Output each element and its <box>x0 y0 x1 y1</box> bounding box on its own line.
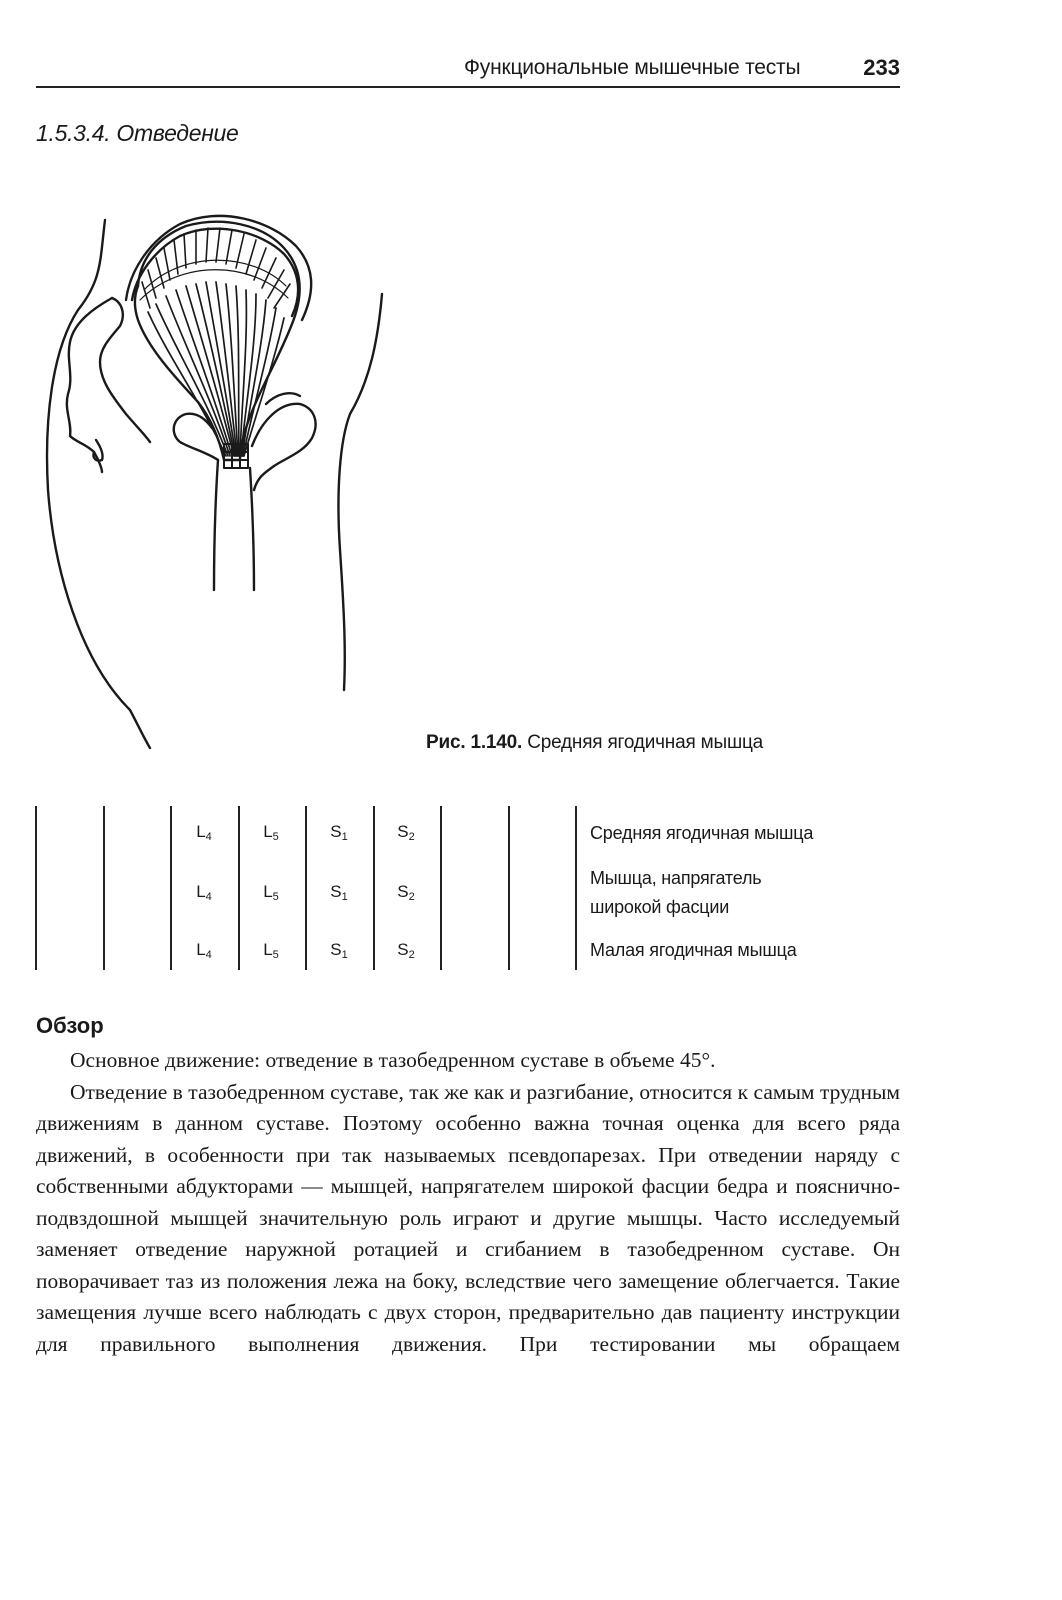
muscle-name: Средняя ягодичная мышца <box>590 823 814 843</box>
segment-cell: S1 <box>330 940 348 961</box>
segment-cell: S1 <box>330 822 348 843</box>
table-rule <box>305 806 307 970</box>
muscle-name: Мышца, напрягатель широкой фасции <box>590 868 762 917</box>
paragraph: Основное движение: отведение в тазобедренном суставе в объеме 45°. <box>70 1048 716 1072</box>
segment-cell: L4 <box>196 882 212 903</box>
figure-number: Рис. 1.140. <box>426 732 523 753</box>
thigh-outline <box>338 294 382 690</box>
segment-cell: L5 <box>263 822 279 843</box>
innervation-table <box>0 806 1062 972</box>
table-rule <box>170 806 172 970</box>
overview-heading: Обзор <box>36 1013 104 1038</box>
table-rule <box>508 806 510 970</box>
figure-caption <box>426 732 763 754</box>
muscle-name: Малая ягодичная мышца <box>590 940 797 960</box>
gluteus-medius-illustration <box>30 190 410 770</box>
section-heading: 1.5.3.4. Отведение <box>36 120 239 146</box>
table-rule <box>35 806 37 970</box>
table-rule <box>103 806 105 970</box>
table-rule <box>575 806 577 970</box>
segment-cell: S2 <box>397 940 415 961</box>
running-title: Функциональные мышечные тесты <box>464 56 801 79</box>
paragraph: Отведение в тазобедренном суставе, так же как и разгибание, относится к самым трудным движениям в данном суставе. Поэтому особенно важна точная оценка для всего ряда движений, в особенности при так называемых псевдопарезах. При отведении наряду с собственными абдукторами — мышцей, напрягателем широкой фасции бедра и пояснично-подвздошной мышцей значительную роль играют и другие мышцы. Часто исследуемый заменяет отведение наружной ротацией и сгибанием в тазобедренном суставе. Он поворачивает таз из положения лежа на боку, вследствие чего замещение облегчается. Такие замещения лучше всего наблюдать с двух сторон, предварительно дав пациенту инструкции для правильного выполнения движения. При тестировании мы обращаем <box>36 1079 900 1356</box>
segment-cell: S1 <box>330 882 348 903</box>
segment-cell: L5 <box>263 940 279 961</box>
figure-title: Средняя ягодичная мышца <box>522 732 764 753</box>
femoral-neck <box>174 414 218 460</box>
segment-cell: S2 <box>397 882 415 903</box>
segment-cell: L5 <box>263 882 279 903</box>
segment-cell: L4 <box>196 822 212 843</box>
segment-cell: L4 <box>196 940 212 961</box>
table-rule <box>373 806 375 970</box>
table-rule <box>238 806 240 970</box>
page-number: 233 <box>863 55 900 80</box>
table-rule <box>440 806 442 970</box>
segment-cell: S2 <box>397 822 415 843</box>
running-header <box>36 52 900 88</box>
body-text <box>36 1045 900 1360</box>
femur-shaft <box>214 460 218 590</box>
